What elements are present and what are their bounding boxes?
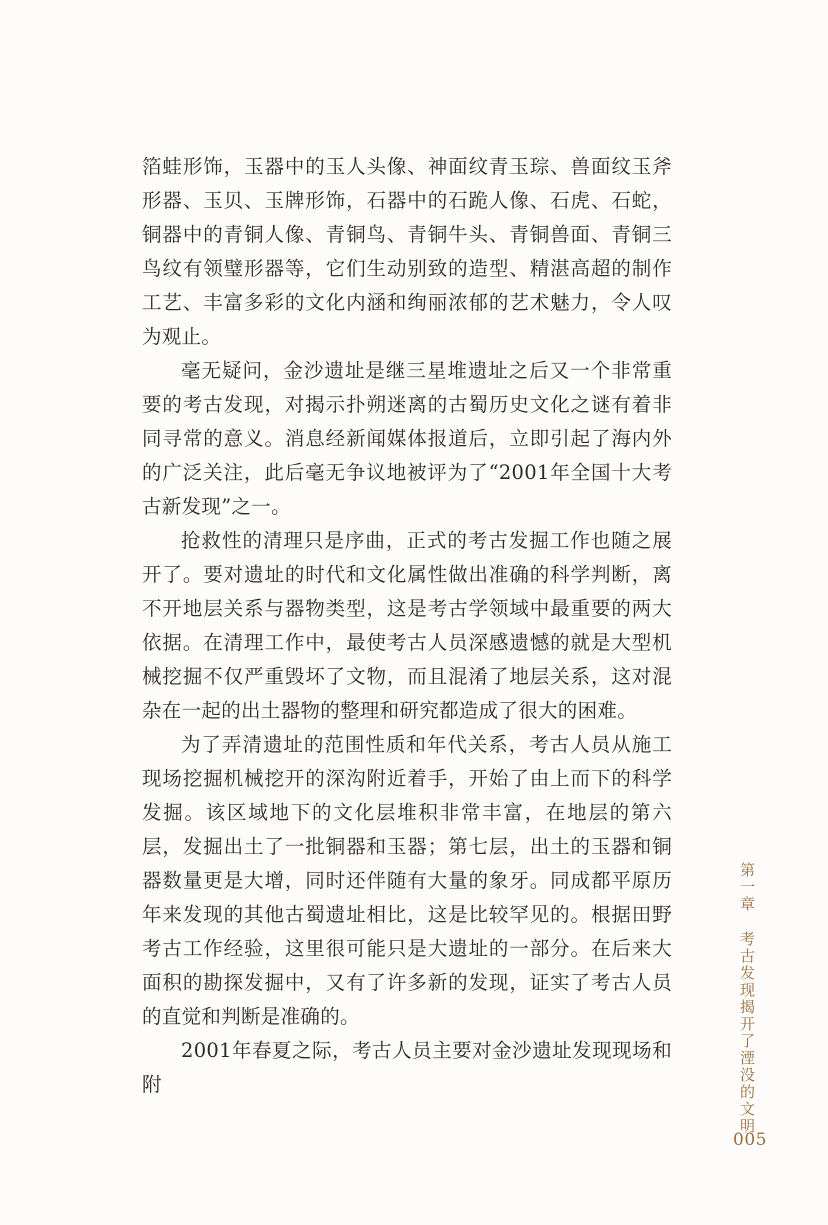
paragraph: 抢救性的清理只是序曲，正式的考古发掘工作也随之展开了。要对遗址的时代和文化属性做出准确的科学判断，离不开地层关系与器物类型，这是考古学领域中最重要的两大依据。在清理工作中，最使考古人员深感遗憾的就是大型机械挖掘不仅严重毁坏了文物，而且混淆了地层关系，这对混杂在一起的出土器物的整理和研究都造成了很大的困难。 [142,529,672,722]
paragraph: 毫无疑问，金沙遗址是继三星堆遗址之后又一个非常重要的考古发现，对揭示扑朔迷离的古蜀历史文化之谜有着非同寻常的意义。消息经新闻媒体报道后，立即引起了海内外的广泛关注，此后毫无争议地被评为了“2001年全国十大考古新发现”之一。 [142,359,672,518]
paragraph: 2001年春夏之际，考古人员主要对金沙遗址发现现场和附 [142,1039,672,1096]
body-text [142,150,672,1102]
chapter-label: 第一章 [738,862,756,913]
running-header [736,862,758,1135]
page-number: 005 [733,1130,767,1150]
paragraph: 为了弄清遗址的范围性质和年代关系，考古人员从施工现场挖掘机械挖开的深沟附近着手，开始了由上而下的科学发掘。该区域地下的文化层堆积非常丰富，在地层的第六层，发掘出土了一批铜器和玉器；第七层，出土的玉器和铜器数量更是大增，同时还伴随有大量的象牙。同成都平原历年来发现的其他古蜀遗址相比，这是比较罕见的。根据田野考古工作经验，这里很可能只是大遗址的一部分。在后来大面积的勘探发掘中，又有了许多新的发现，证实了考古人员的直觉和判断是准确的。 [142,733,672,1028]
paragraph: 箔蛙形饰，玉器中的玉人头像、神面纹青玉琮、兽面纹玉斧形器、玉贝、玉牌形饰，石器中的石跪人像、石虎、石蛇，铜器中的青铜人像、青铜鸟、青铜牛头、青铜兽面、青铜三鸟纹有领璧形器等，它们生动别致的造型、精湛高超的制作工艺、丰富多彩的文化内涵和绚丽浓郁的艺术魅力，令人叹为观止。 [142,155,672,348]
chapter-title: 考古发现揭开了湮没的文明 [738,931,756,1135]
